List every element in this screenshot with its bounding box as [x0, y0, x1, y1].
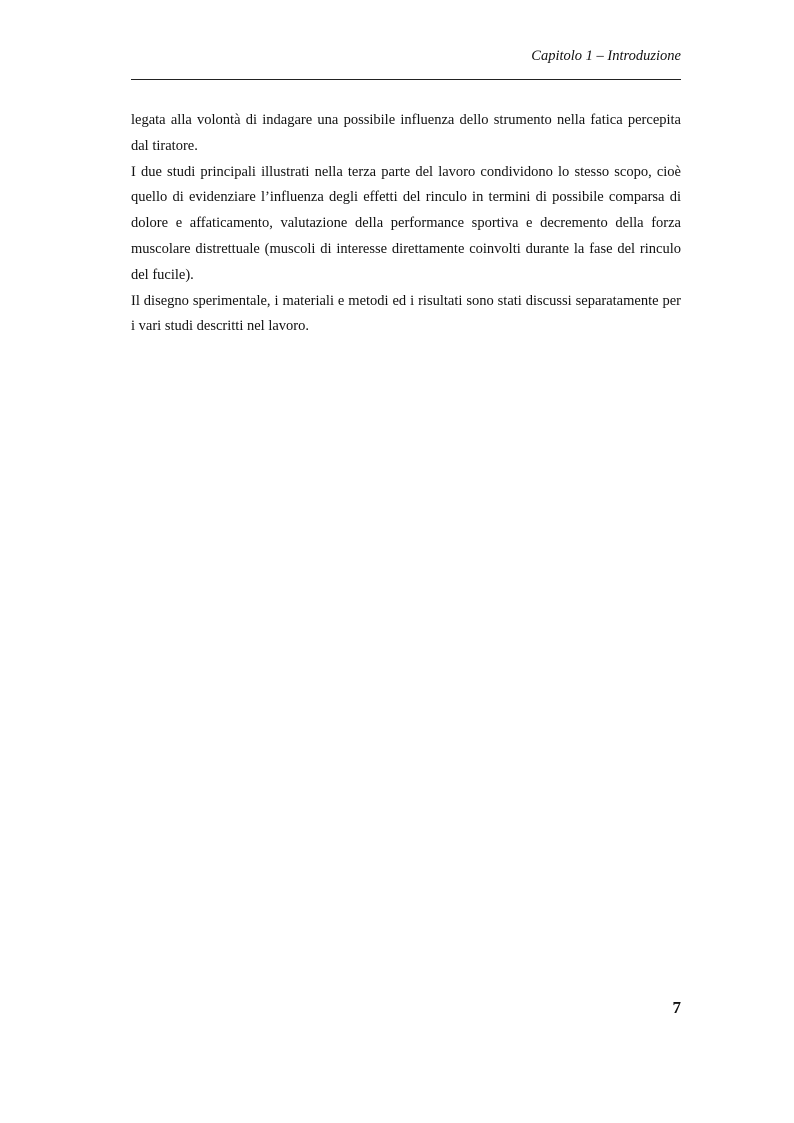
paragraph-2	[131, 160, 681, 289]
text-line: quello di evidenziare l’influenza degli effetti del rinculo in termini di possibile comparsa di	[131, 189, 681, 206]
text-line: dolore e affaticamento, valutazione della performance sportiva e decremento della forza	[131, 215, 681, 232]
running-header: Capitolo 1 – Introduzione	[531, 48, 681, 64]
text-line: I due studi principali illustrati nella terza parte del lavoro condividono lo stesso scopo, cioè	[131, 163, 681, 180]
text-line: Il disegno sperimentale, i materiali e metodi ed i risultati sono stati discussi separatamente per	[131, 292, 681, 309]
paragraph-1	[131, 108, 681, 160]
body-text	[131, 108, 681, 340]
text-line: muscolare distrettuale (muscoli di interesse direttamente coinvolti durante la fase del rinculo	[131, 240, 681, 257]
header-rule	[131, 79, 681, 80]
text-line: del fucile).	[131, 266, 194, 283]
text-line: legata alla volontà di indagare una possibile influenza dello strumento nella fatica percepita	[131, 112, 681, 128]
text-line: i vari studi descritti nel lavoro.	[131, 318, 309, 335]
page-number: 7	[672, 998, 681, 1017]
paragraph-3	[131, 289, 681, 341]
text-line: dal tiratore.	[131, 137, 198, 154]
